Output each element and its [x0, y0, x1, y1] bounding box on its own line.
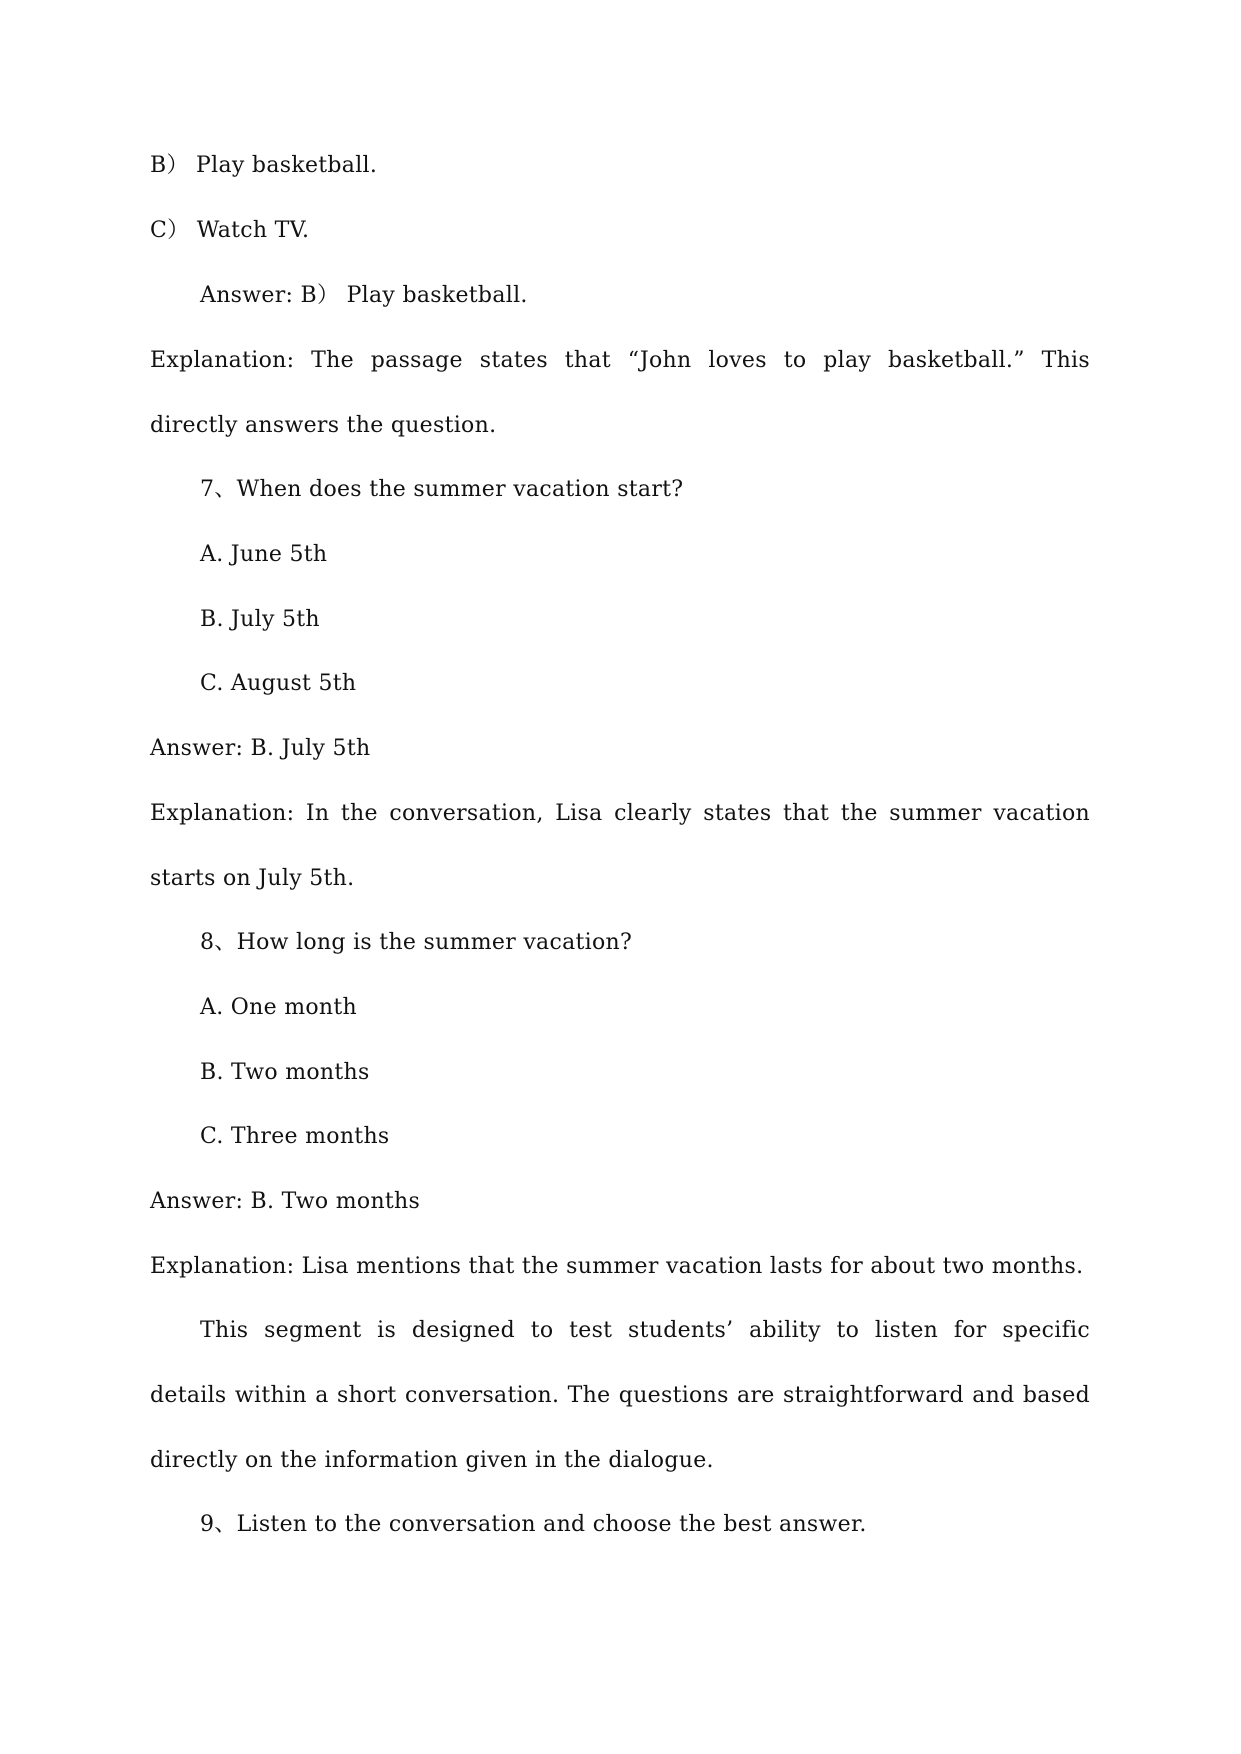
question-7-explanation-continuation: starts on July 5th. [150, 866, 355, 891]
explanation-continuation: directly answers the question. [150, 413, 497, 438]
question-8-option-b: B. Two months [200, 1060, 370, 1085]
question-8-explanation: Explanation: Lisa mentions that the summer vacation lasts for about two months. [150, 1254, 1084, 1279]
question-8-option-a: A. One month [200, 995, 357, 1020]
option-b-line: B） Play basketball. [150, 153, 378, 178]
question-8-option-c: C. Three months [200, 1124, 390, 1149]
summary-paragraph-line-3: directly on the information given in the dialogue. [150, 1448, 714, 1473]
question-7-answer: Answer: B. July 5th [150, 736, 371, 761]
question-9: 9、Listen to the conversation and choose the best answer. [200, 1512, 867, 1537]
question-7-option-a: A. June 5th [200, 542, 328, 567]
question-8: 8、How long is the summer vacation? [200, 930, 633, 955]
question-7-explanation: Explanation: In the conversation, Lisa clearly states that the summer vacation [150, 801, 1090, 826]
summary-paragraph-line-1: This segment is designed to test students’ ability to listen for specific [200, 1318, 1090, 1343]
question-7: 7、When does the summer vacation start? [200, 477, 684, 502]
question-7-option-c: C. August 5th [200, 671, 357, 696]
summary-paragraph-line-2: details within a short conversation. The questions are straightforward and based [150, 1383, 1090, 1408]
option-c-line: C） Watch TV. [150, 218, 310, 243]
explanation-line: Explanation: The passage states that “John loves to play basketball.” This [150, 348, 1090, 373]
question-8-answer: Answer: B. Two months [150, 1189, 421, 1214]
question-7-option-b: B. July 5th [200, 607, 320, 632]
answer-line: Answer: B） Play basketball. [200, 283, 528, 308]
